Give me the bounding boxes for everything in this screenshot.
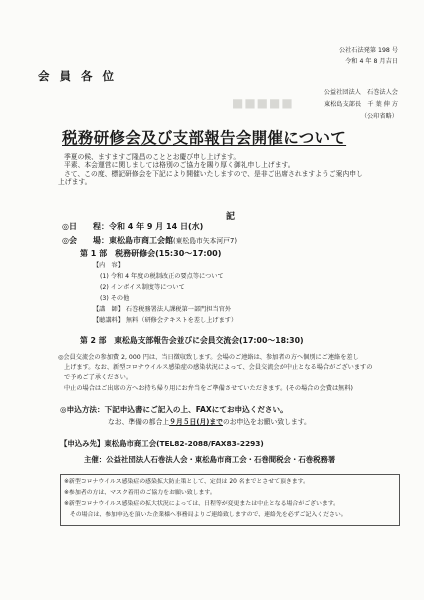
content-item: (2) インボイス制度等について (100, 284, 185, 291)
part2-heading: 第 2 部 東松島支部報告会並びに会員交流会(17:00～18:30) (80, 336, 304, 345)
sponsor-line: 主催：公益社団法人石巻法人会・東松島市商工会・石巻間税会・石巻税務署 (84, 455, 336, 464)
ki-heading: 記 (226, 212, 236, 222)
lecturer-line: 【講 師】 石巻税務署法人課税第一部門担当官外 (93, 306, 232, 313)
apply-deadline-pre: なお、準備の都合上 (108, 418, 170, 426)
greeting-block (58, 153, 408, 187)
greeting-line: さて、この度、標記研修会を下記により開催いたしますので、是非ご出席されますようご案内申し (64, 169, 363, 178)
notice-line: 上げます。なお、新型コロナウイルス感染症の感染状況によって、会員交流会が中止となる場合がございますの (64, 364, 373, 372)
notice-block (58, 353, 408, 394)
apply-deadline-date: ９月５日(月)まで (169, 418, 223, 426)
addressee: 会 員 各 位 (38, 69, 118, 83)
content-item: (3) その他 (100, 295, 130, 302)
sender-organization: 公益社団法人 石巻法人会 (323, 89, 398, 96)
note-line: ※新型コロナウイルス感染症の拡大状況によっては、日程等が変更または中止となる場合がございます。 (64, 501, 340, 507)
content-item: (1) 令和 4 年度の税制改正の要点等について (100, 273, 224, 280)
venue-label: ◎会 場： (62, 236, 109, 245)
apply-deadline-post: のお申込をお願い致します。 (222, 418, 311, 426)
venue-name: 東松島市商工会館 (108, 236, 173, 245)
apply-method: ◎申込方法：下記申込書にご記入の上、FAXにてお申込ください。 (60, 405, 288, 414)
apply-deadline-line (108, 418, 311, 426)
greeting-line: 季夏の候、ますますご隆昌のこととお慶び申し上げます。 (64, 153, 241, 161)
greeting-line: 上げます。 (58, 178, 92, 187)
notice-line: ◎会員交流会の参加費 2, 000 円は、当日徴収致します。会場のご連絡は、参加者の方へ個別にご連絡を差し (58, 354, 359, 361)
schedule-date: ◎日 程：令和 4 年 9 月 14 日(水) (62, 222, 204, 231)
document-date: 令和 4 年 8 月吉日 (345, 58, 398, 65)
notes-box (60, 474, 400, 526)
fee-line: 【聴講料】 無料（研修会テキストを差し上げます） (93, 317, 238, 324)
bleed-through-artifact: ■■■■■ (232, 96, 294, 110)
document-title: 税務研修会及び支部報告会開催について (62, 129, 347, 147)
sender-branch: 東松島支部長 千 葉 伸 方 (324, 101, 398, 108)
notice-line: で予めご了承ください。 (64, 374, 133, 382)
notice-line: 中止の場合はご出席の方へお持ち帰り用にお弁当をご準備させていただきます。(その場合の会費は無料) (64, 384, 353, 392)
greeting-line: 平素、本会運営に関しましては格別のご協力を賜り厚く御礼申し上げます。 (64, 161, 295, 170)
content-label: 【内 容】 (93, 262, 124, 269)
note-line: ※新型コロナウイルス感染症の感染拡大防止策として、定員は 20 名までとさせて頂きます。 (64, 479, 309, 485)
venue-address: (東松島市矢本河戸7) (172, 237, 237, 245)
contact-line: 【申込み先】東松島市商工会(TEL82-2088/FAX83-2293) (60, 439, 264, 448)
note-line: その場合は、参加申込を頂いた企業様へ事務局よりご連絡致しますので、連絡先を必ずご記入ください。 (64, 512, 347, 518)
schedule-venue (62, 236, 237, 246)
part1-heading: 第 1 部 税務研修会(15:30～17:00) (80, 249, 222, 258)
note-line: ※参加者の方は、マスク着用のご協力をお願い致します。 (64, 490, 216, 496)
seal-omission: （公印省略） (360, 113, 398, 120)
document-number: 公社石法発第 198 号 (338, 47, 398, 54)
